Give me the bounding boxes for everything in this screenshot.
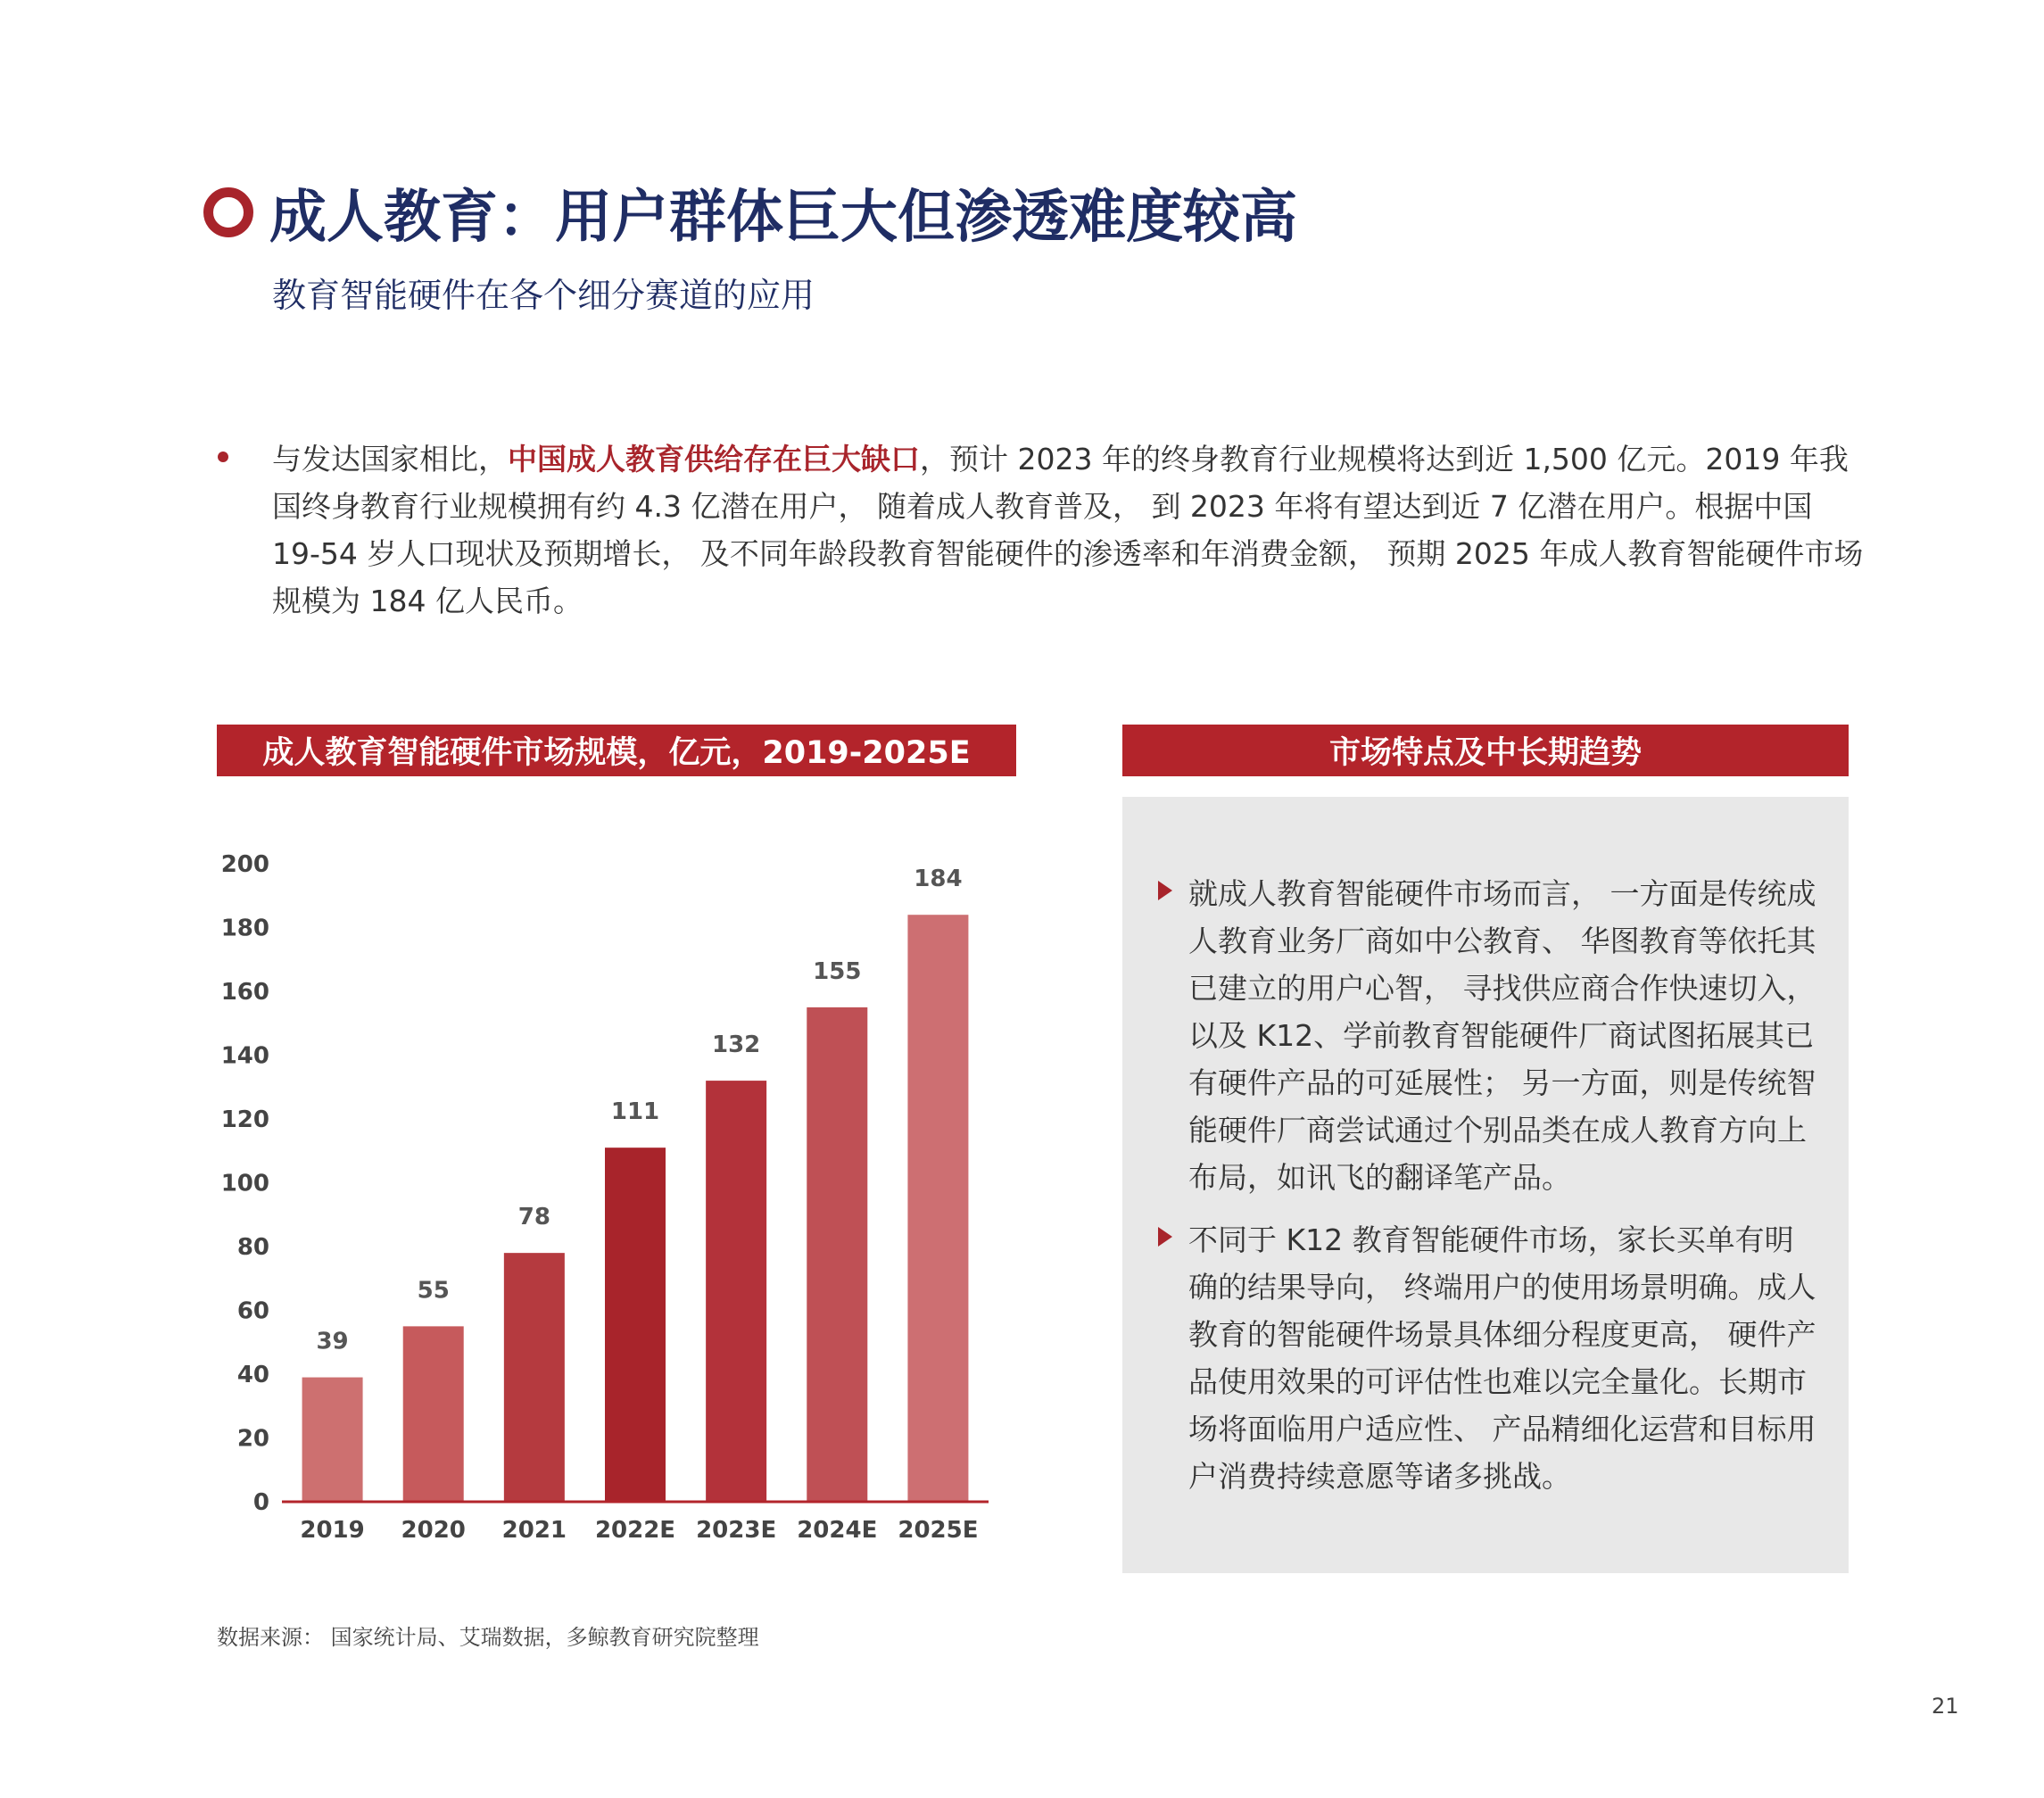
intro-paragraph (272, 435, 1869, 625)
x-tick-label: 2020 (401, 1517, 466, 1544)
page-subtitle: 教育智能硬件在各个细分赛道的应用 (272, 276, 815, 315)
bar (706, 1081, 766, 1502)
y-tick-label: 120 (220, 1106, 269, 1133)
bar (807, 1007, 867, 1502)
bullet-dot-icon (218, 452, 228, 462)
page-title: 成人教育：用户群体巨大但渗透难度较高 (269, 185, 1297, 251)
trend-text: 就成人教育智能硬件市场而言， 一方面是传统成人教育业务厂商如中公教育、 华图教育等依托其已建立的用户心智， 寻找供应商合作快速切入， 以及 K12、学前教育智能硬件厂商试图拓展其已有硬件产品的可延展性； 另一方面，则是传统智能硬件厂商尝试通过个别品类在成人教育方向上布局，如讯飞的翻译笔产品。 (1188, 876, 1816, 1195)
title-ring-icon (203, 187, 253, 237)
trends-panel (1122, 797, 1849, 1573)
data-label: 155 (813, 957, 862, 985)
y-tick-label: 20 (236, 1425, 269, 1453)
triangle-bullet-icon (1158, 1227, 1172, 1247)
triangle-bullet-icon (1158, 881, 1172, 900)
bar (907, 915, 968, 1502)
x-tick-label: 2023E (696, 1517, 777, 1544)
chart-header: 成人教育智能硬件市场规模，亿元，2019-2025E (217, 725, 1016, 776)
x-tick-label: 2025E (898, 1517, 979, 1544)
y-tick-label: 200 (220, 851, 269, 878)
page-number: 21 (1932, 1694, 1959, 1719)
intro-text-lead: 与发达国家相比， (272, 442, 508, 476)
x-tick-label: 2021 (501, 1517, 567, 1544)
bar (605, 1148, 666, 1502)
bar-chart (205, 834, 1008, 1548)
intro-text-body: ，预计 2023 年的终身教育行业规模将达到近 1,500 亿元。2019 年我国终身教育行业规模拥有约 4.3 亿潜在用户， 随着成人教育普及， 到 2023 年将有望达到近 7 亿潜在用户。根据中国 19-54 岁人口现状及预期增长， 及不同年龄段教育智能硬件的渗透率和年消费金额， 预期 2025 年成人教育智能硬件市场规模为 184 亿人民币。 (272, 442, 1864, 618)
data-label: 39 (316, 1328, 349, 1355)
y-tick-label: 80 (236, 1234, 269, 1261)
y-tick-label: 160 (220, 979, 269, 1006)
bar (302, 1378, 363, 1502)
data-label: 78 (517, 1204, 550, 1231)
bar (403, 1326, 464, 1502)
data-source: 数据来源： 国家统计局、艾瑞数据，多鲸教育研究院整理 (217, 1625, 759, 1650)
y-tick-label: 140 (220, 1042, 269, 1070)
x-tick-label: 2022E (594, 1517, 676, 1544)
trends-header: 市场特点及中长期趋势 (1122, 725, 1849, 776)
data-label: 132 (712, 1032, 761, 1059)
trend-text: 不同于 K12 教育智能硬件市场，家长买单有明确的结果导向， 终端用户的使用场景明确。成人教育的智能硬件场景具体细分程度更高， 硬件产品使用效果的可评估性也难以完全量化。长期市场将面临用户适应性、 产品精细化运营和目标用户消费持续意愿等诸多挑战。 (1188, 1222, 1816, 1494)
data-label: 111 (610, 1098, 660, 1126)
data-label: 55 (417, 1277, 450, 1305)
intro-highlight: 中国成人教育供给存在巨大缺口 (508, 442, 920, 476)
bar (504, 1253, 565, 1502)
x-tick-label: 2024E (797, 1517, 878, 1544)
x-tick-label: 2019 (300, 1517, 365, 1544)
y-tick-label: 0 (252, 1489, 269, 1516)
y-tick-label: 60 (236, 1297, 269, 1325)
y-tick-label: 180 (220, 915, 269, 942)
data-label: 184 (914, 866, 963, 893)
y-tick-label: 40 (236, 1362, 269, 1388)
y-tick-label: 100 (220, 1170, 269, 1197)
